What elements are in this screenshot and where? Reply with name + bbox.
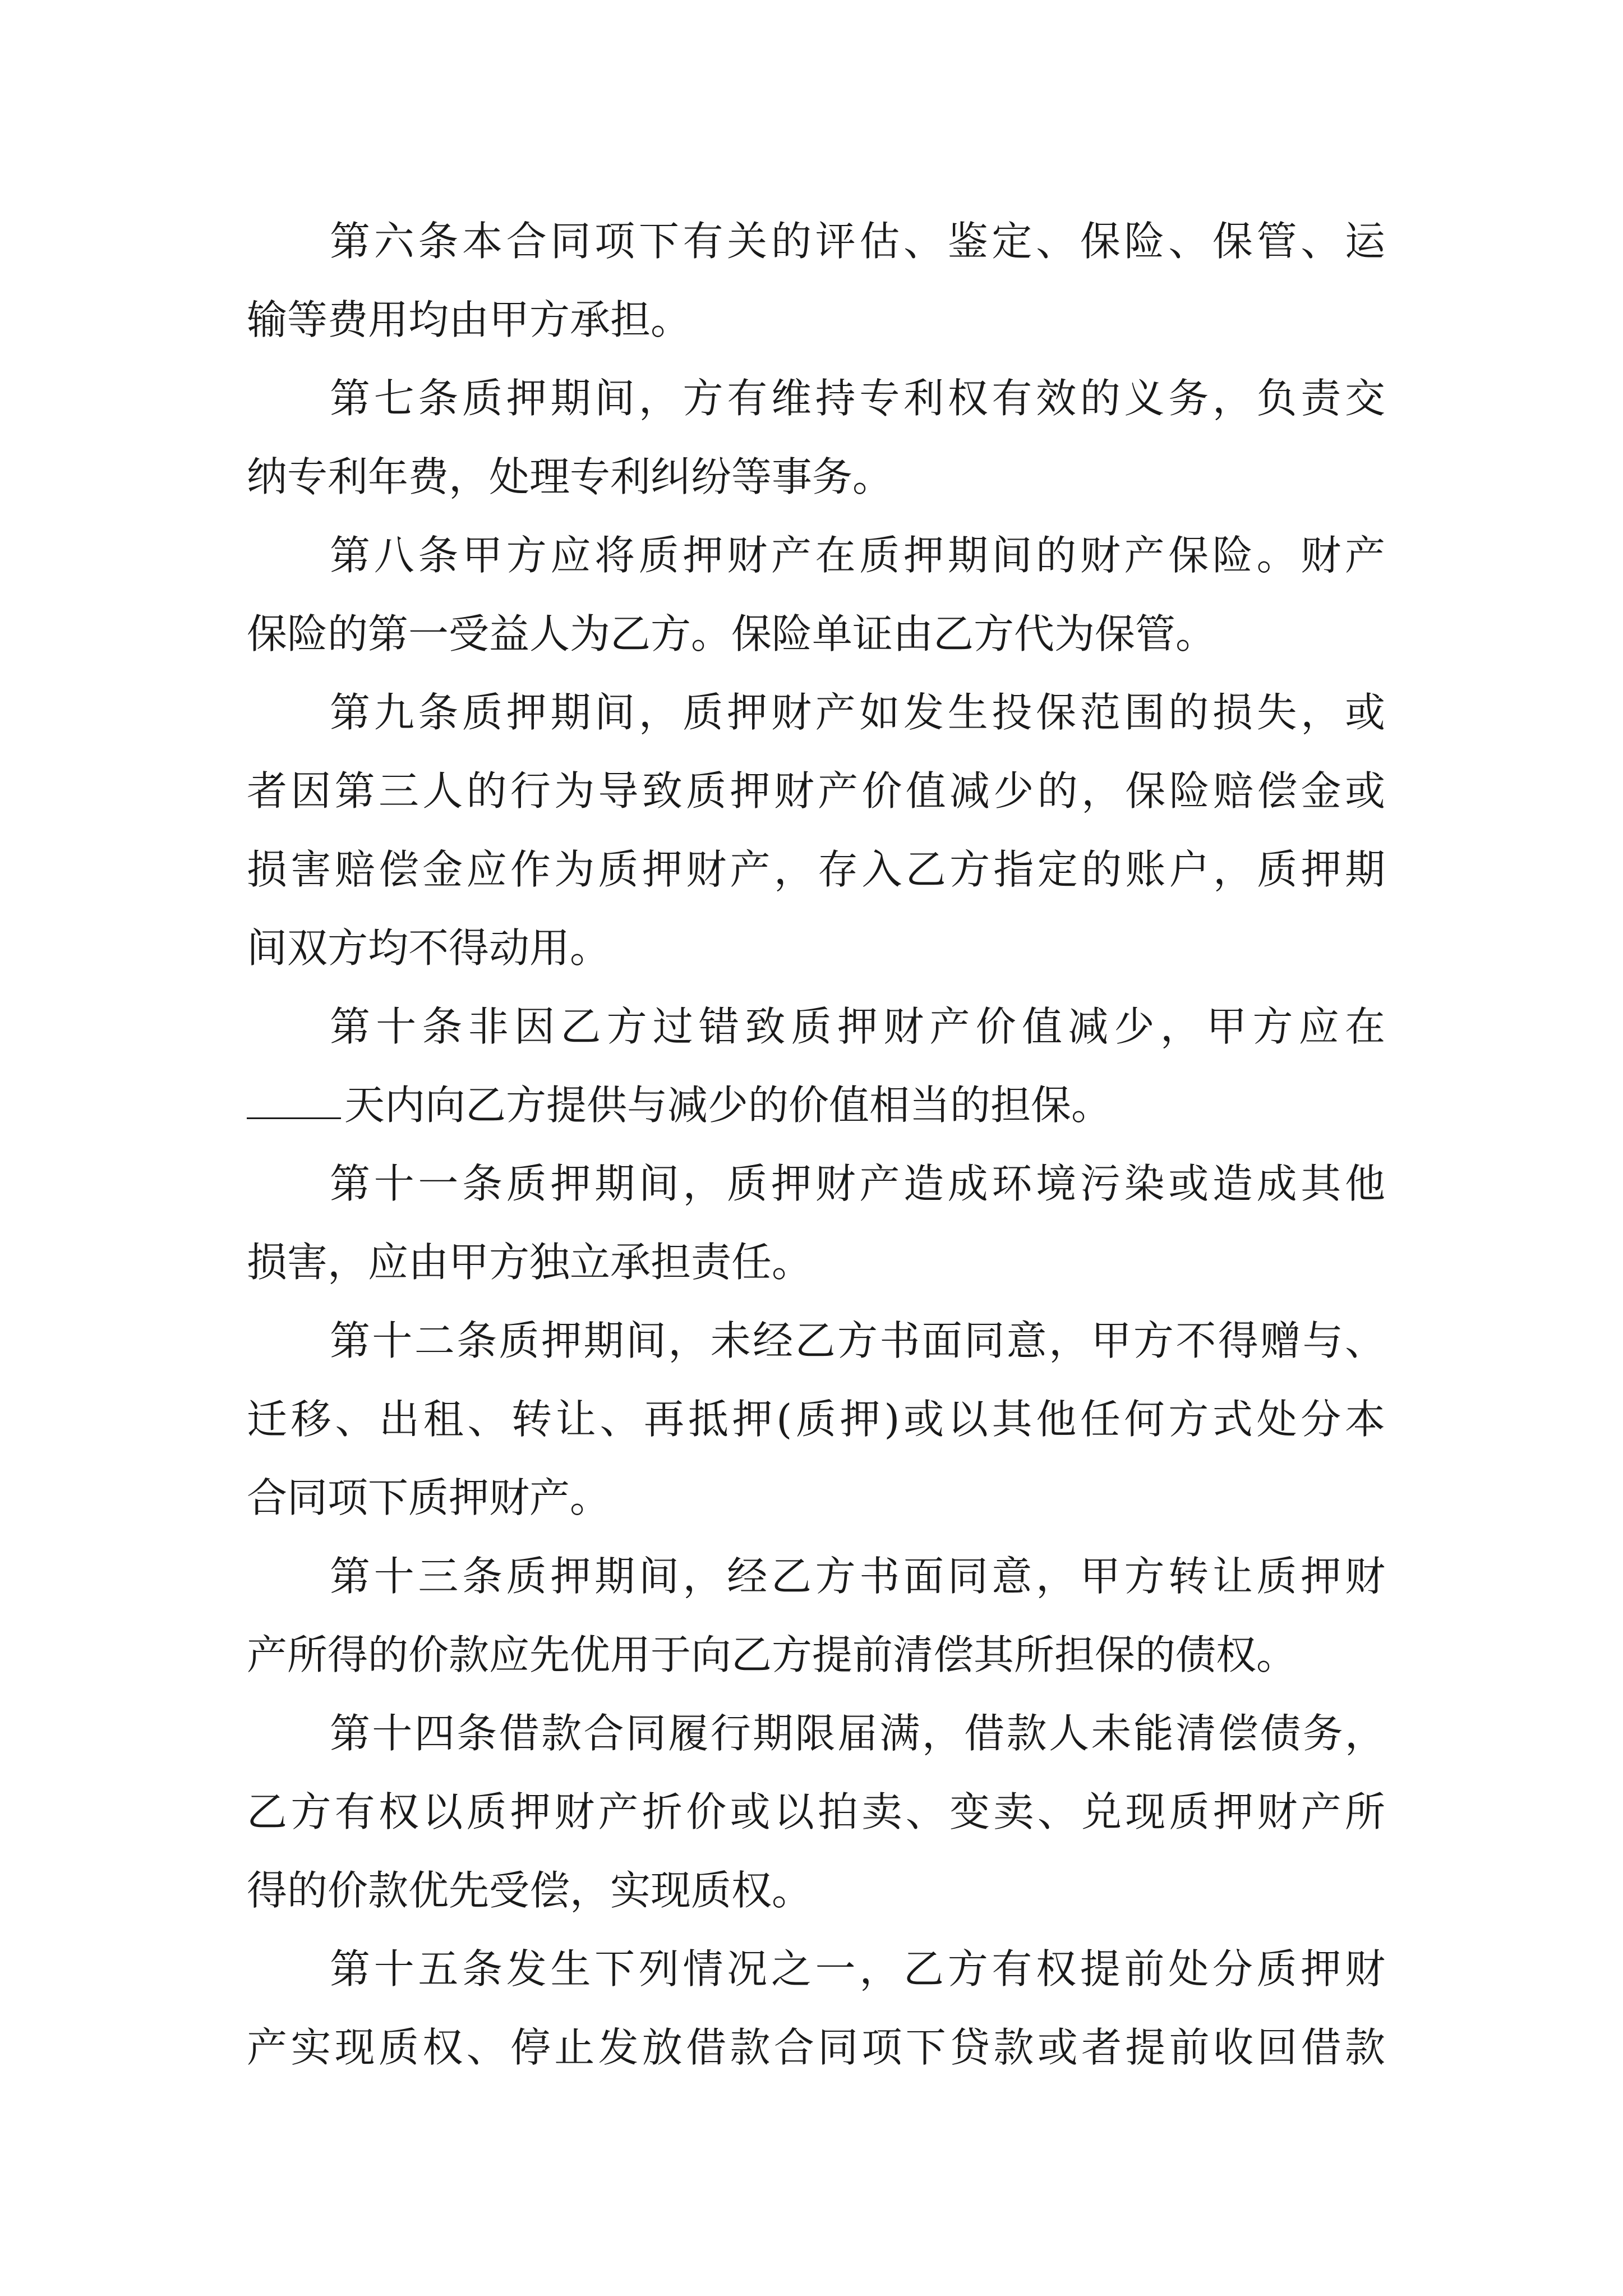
fill-in-blank — [247, 1084, 341, 1119]
text-line-with-blank — [247, 1066, 1385, 1144]
text-line: 第七条质押期间，方有维持专利权有效的义务，负责交 — [330, 375, 1385, 422]
paragraph-article-14 — [247, 1694, 1385, 1930]
text-line: 合同项下质押财产。 — [247, 1474, 611, 1521]
text-line: 第十条非因乙方过错致质押财产价值减少，甲方应在 — [330, 1003, 1385, 1050]
text-line: 产所得的价款应先优用于向乙方提前清偿其所担保的债权。 — [247, 1631, 1297, 1678]
text-line: 第十三条质押期间，经乙方书面同意，甲方转让质押财 — [330, 1553, 1385, 1600]
text-line: 损害，应由甲方独立承担责任。 — [247, 1239, 813, 1286]
text-line: 第八条甲方应将质押财产在质押期间的财产保险。财产 — [330, 532, 1385, 579]
text-line: 产实现质权、停止发放借款合同项下贷款或者提前收回借款 — [247, 2024, 1385, 2071]
paragraph-article-10 — [247, 987, 1385, 1144]
text-line: 第十五条发生下列情况之一，乙方有权提前处分质押财 — [330, 1945, 1385, 1993]
text-line: 乙方有权以质押财产折价或以拍卖、变卖、兑现质押财产所 — [247, 1788, 1385, 1835]
text-line: 迁移、出租、转让、再抵押(质押)或以其他任何方式处分本 — [247, 1396, 1385, 1443]
text-line: 第十二条质押期间，未经乙方书面同意，甲方不得赠与、 — [330, 1317, 1385, 1364]
paragraph-article-7 — [247, 359, 1385, 516]
paragraph-article-11 — [247, 1144, 1385, 1301]
text-line-remainder: 天内向乙方提供与减少的价值相当的担保。 — [344, 1082, 1112, 1129]
paragraph-article-15 — [247, 1930, 1385, 2087]
text-line: 输等费用均由甲方承担。 — [247, 296, 691, 343]
text-line: 第十一条质押期间，质押财产造成环境污染或造成其他 — [330, 1160, 1385, 1207]
document-body — [247, 202, 1385, 2087]
text-line: 纳专利年费，处理专利纠纷等事务。 — [247, 453, 893, 500]
text-line: 间双方均不得动用。 — [247, 924, 611, 972]
paragraph-article-6 — [247, 202, 1385, 359]
text-line: 得的价款优先受偿，实现质权。 — [247, 1867, 813, 1914]
text-line: 损害赔偿金应作为质押财产，存入乙方指定的账户，质押期 — [247, 846, 1385, 893]
paragraph-article-12 — [247, 1301, 1385, 1537]
paragraph-article-9 — [247, 673, 1385, 987]
paragraph-article-13 — [247, 1537, 1385, 1694]
text-line: 第十四条借款合同履行期限届满，借款人未能清偿债务， — [330, 1710, 1385, 1757]
text-line: 保险的第一受益人为乙方。保险单证由乙方代为保管。 — [247, 610, 1216, 657]
paragraph-article-8 — [247, 516, 1385, 673]
text-line: 第九条质押期间，质押财产如发生投保范围的损失，或 — [330, 689, 1385, 736]
text-line: 第六条本合同项下有关的评估、鉴定、保险、保管、运 — [330, 218, 1385, 265]
text-line: 者因第三人的行为导致质押财产价值减少的，保险赔偿金或 — [247, 767, 1385, 815]
